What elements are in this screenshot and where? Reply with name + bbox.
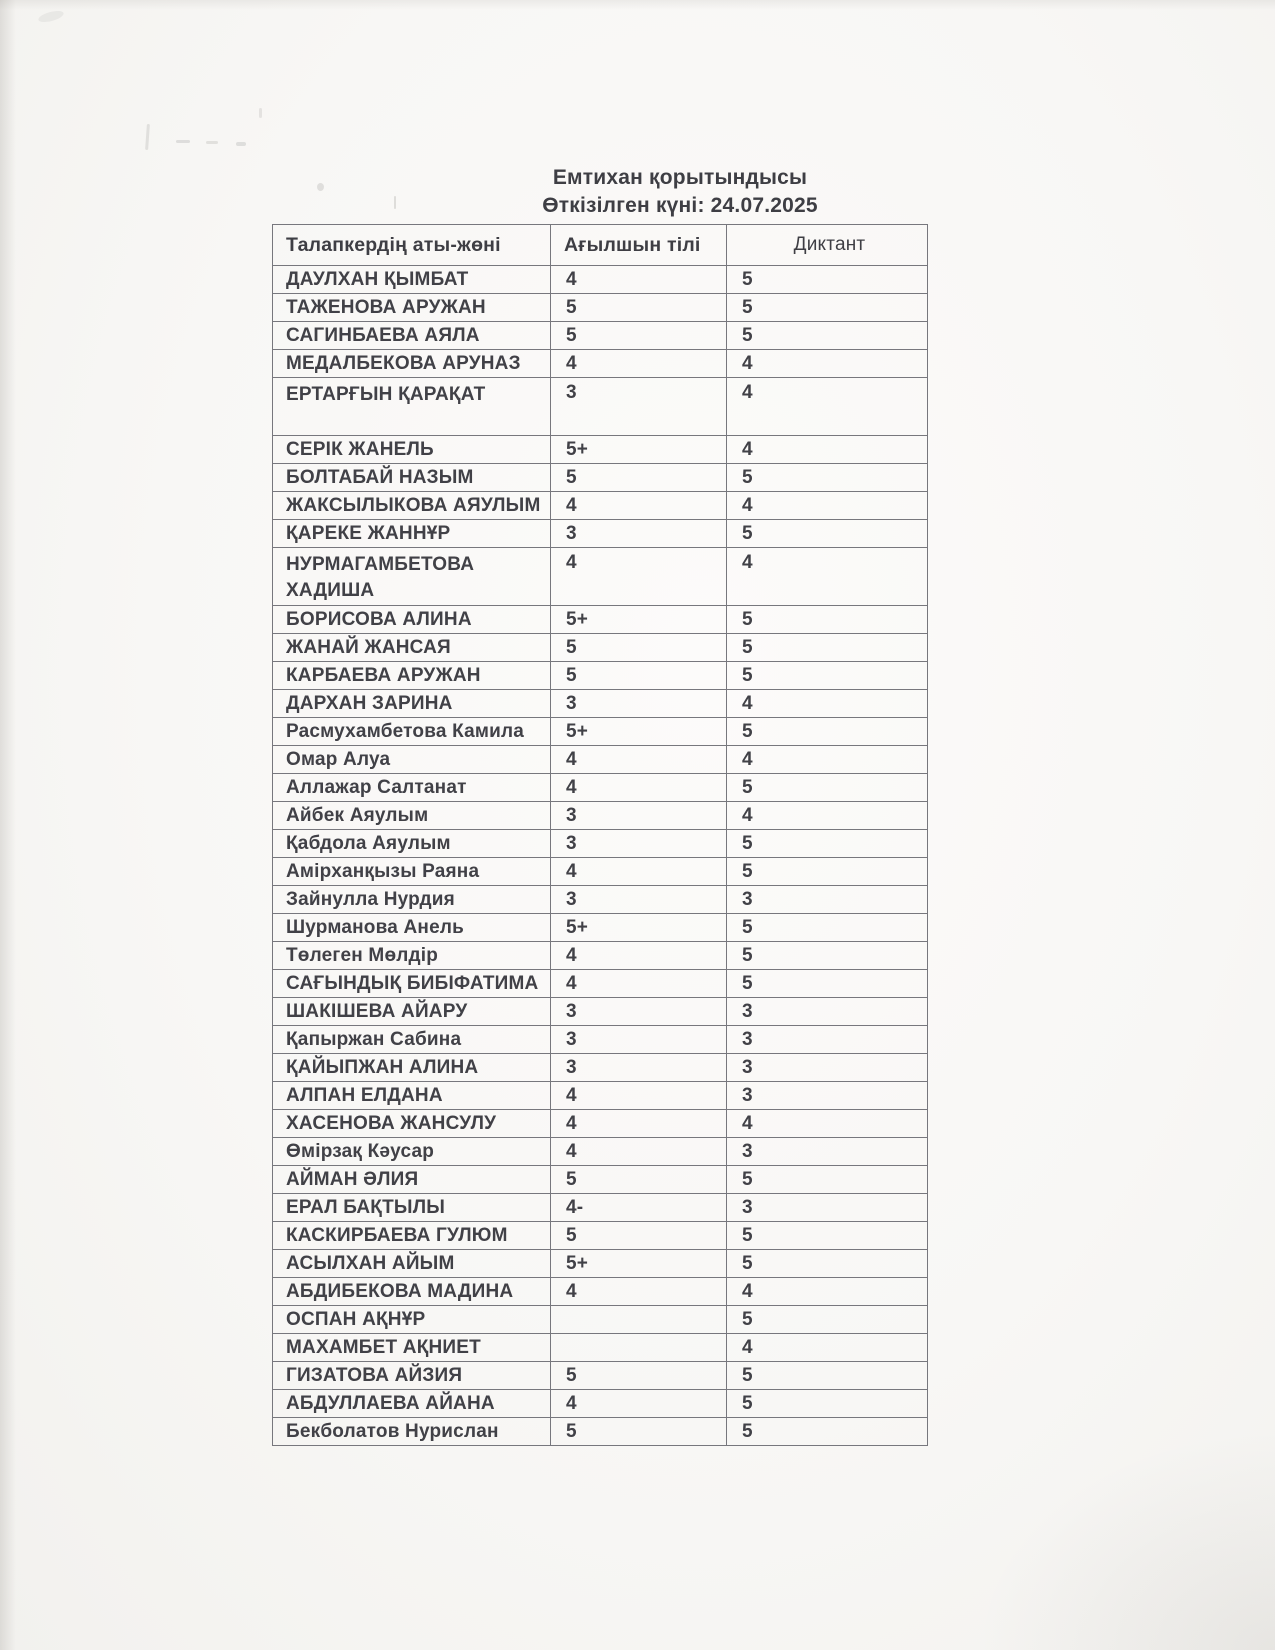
english-score-cell: 4: [551, 746, 727, 774]
table-row: [273, 350, 928, 378]
applicant-name-cell: ДАУЛХАН ҚЫМБАТ: [273, 266, 551, 294]
results-body: [273, 266, 928, 1446]
scan-edge-shadow-top: [0, 0, 1275, 10]
table-row: [273, 634, 928, 662]
applicant-name-cell: Айбек Аяулым: [273, 802, 551, 830]
table-row: [273, 520, 928, 548]
applicant-name-cell: БОЛТАБАЙ НАЗЫМ: [273, 464, 551, 492]
english-score-cell: 5: [551, 464, 727, 492]
english-score-cell: 5: [551, 1362, 727, 1390]
applicant-name-cell: Аллажар Салтанат: [273, 774, 551, 802]
applicant-name-cell: САҒЫНДЫҚ БИБІФАТИМА: [273, 970, 551, 998]
english-score-cell: 3: [551, 520, 727, 548]
applicant-name-cell: Зайнулла Нурдия: [273, 886, 551, 914]
header-row: [273, 225, 928, 266]
scan-speck: [176, 140, 190, 143]
scan-edge-shadow-left: [0, 0, 16, 1650]
table-row: [273, 1054, 928, 1082]
applicant-name-cell: Бекболатов Нурислан: [273, 1418, 551, 1446]
table-row: [273, 830, 928, 858]
english-score-cell: 5+: [551, 1250, 727, 1278]
english-score-cell: 3: [551, 998, 727, 1026]
scan-speck: [317, 183, 324, 191]
dictation-score-cell: 5: [727, 464, 928, 492]
applicant-name-cell: Қапыржан Сабина: [273, 1026, 551, 1054]
dictation-score-cell: 4: [727, 436, 928, 464]
applicant-name-cell: ЖАКСЫЛЫКОВА АЯУЛЫМ: [273, 492, 551, 520]
applicant-name-cell: ЕРТАРҒЫН ҚАРАҚАТ: [273, 378, 551, 436]
table-row: [273, 1222, 928, 1250]
scan-speck: [394, 196, 396, 209]
table-row: [273, 718, 928, 746]
dictation-score-cell: 4: [727, 350, 928, 378]
english-score-cell: 5+: [551, 914, 727, 942]
english-score-cell: 5: [551, 322, 727, 350]
applicant-name-cell: ҚАРЕКЕ ЖАННҰР: [273, 520, 551, 548]
table-row: [273, 1306, 928, 1334]
dictation-score-cell: 4: [727, 548, 928, 606]
english-score-cell: [551, 1334, 727, 1362]
applicant-name-cell: КАСКИРБАЕВА ГУЛЮМ: [273, 1222, 551, 1250]
dictation-score-cell: 5: [727, 634, 928, 662]
dictation-score-cell: 3: [727, 886, 928, 914]
dictation-score-cell: 5: [727, 1362, 928, 1390]
table-row: [273, 1250, 928, 1278]
applicant-name-cell: ДАРХАН ЗАРИНА: [273, 690, 551, 718]
table-row: [273, 606, 928, 634]
table-row: [273, 294, 928, 322]
english-score-cell: 4: [551, 1110, 727, 1138]
table-row: [273, 1390, 928, 1418]
english-score-cell: 3: [551, 378, 727, 436]
dictation-score-cell: 5: [727, 830, 928, 858]
dictation-score-cell: 5: [727, 520, 928, 548]
col-header-english: Ағылшын тілі: [551, 225, 727, 266]
table-row: [273, 436, 928, 464]
table-row: [273, 1082, 928, 1110]
dictation-score-cell: 5: [727, 774, 928, 802]
dictation-score-cell: 4: [727, 1334, 928, 1362]
col-header-dictation: Диктант: [727, 225, 928, 266]
table-row: [273, 1362, 928, 1390]
table-row: [273, 1194, 928, 1222]
dictation-score-cell: 5: [727, 1222, 928, 1250]
applicant-name-cell: МАХАМБЕТ АҚНИЕТ: [273, 1334, 551, 1362]
english-score-cell: 3: [551, 690, 727, 718]
dictation-score-cell: 5: [727, 1250, 928, 1278]
scan-speck: [206, 141, 218, 144]
applicant-name-cell: САГИНБАЕВА АЯЛА: [273, 322, 551, 350]
table-row: [273, 1026, 928, 1054]
table-row: [273, 1278, 928, 1306]
applicant-name-cell: АЛПАН ЕЛДАНА: [273, 1082, 551, 1110]
table-row: [273, 322, 928, 350]
dictation-score-cell: 4: [727, 802, 928, 830]
english-score-cell: 4: [551, 266, 727, 294]
dictation-score-cell: 4: [727, 492, 928, 520]
dictation-score-cell: 5: [727, 914, 928, 942]
table-row: [273, 942, 928, 970]
dictation-score-cell: 3: [727, 1026, 928, 1054]
english-score-cell: 5: [551, 1418, 727, 1446]
english-score-cell: 4: [551, 548, 727, 606]
dictation-score-cell: 3: [727, 1054, 928, 1082]
dictation-score-cell: 4: [727, 1110, 928, 1138]
english-score-cell: 5: [551, 1166, 727, 1194]
applicant-name-cell: ШАКІШЕВА АЙАРУ: [273, 998, 551, 1026]
english-score-cell: 5: [551, 1222, 727, 1250]
english-score-cell: 4: [551, 350, 727, 378]
applicant-name-cell: КАРБАЕВА АРУЖАН: [273, 662, 551, 690]
applicant-name-cell: Амірханқызы Раяна: [273, 858, 551, 886]
english-score-cell: 4: [551, 858, 727, 886]
dictation-score-cell: 5: [727, 1166, 928, 1194]
table-row: [273, 914, 928, 942]
english-score-cell: 4-: [551, 1194, 727, 1222]
applicant-name-cell: АСЫЛХАН АЙЫМ: [273, 1250, 551, 1278]
applicant-name-cell: ЖАНАЙ ЖАНСАЯ: [273, 634, 551, 662]
table-row: [273, 1110, 928, 1138]
results-table: [272, 224, 928, 1446]
dictation-score-cell: 5: [727, 1390, 928, 1418]
scan-corner-shade: [975, 1430, 1275, 1650]
english-score-cell: 5+: [551, 718, 727, 746]
applicant-name-cell: ТАЖЕНОВА АРУЖАН: [273, 294, 551, 322]
applicant-name-cell: СЕРІК ЖАНЕЛЬ: [273, 436, 551, 464]
dictation-score-cell: 5: [727, 266, 928, 294]
english-score-cell: 4: [551, 492, 727, 520]
applicant-name-cell: АЙМАН ӘЛИЯ: [273, 1166, 551, 1194]
applicant-name-cell: Қабдола Аяулым: [273, 830, 551, 858]
dictation-score-cell: 5: [727, 662, 928, 690]
applicant-name-cell: ГИЗАТОВА АЙЗИЯ: [273, 1362, 551, 1390]
dictation-score-cell: 3: [727, 1194, 928, 1222]
english-score-cell: 5: [551, 634, 727, 662]
document-title: Емтихан қорытындысы: [552, 166, 808, 189]
table-row: [273, 548, 928, 606]
dictation-score-cell: 3: [727, 1082, 928, 1110]
table-row: [273, 378, 928, 436]
dictation-score-cell: 4: [727, 1278, 928, 1306]
dictation-score-cell: 4: [727, 746, 928, 774]
dictation-score-cell: 3: [727, 1138, 928, 1166]
english-score-cell: 3: [551, 1054, 727, 1082]
table-row: [273, 774, 928, 802]
scan-speck: [259, 108, 262, 118]
applicant-name-cell: Өмірзақ Кәусар: [273, 1138, 551, 1166]
english-score-cell: 4: [551, 774, 727, 802]
english-score-cell: 3: [551, 886, 727, 914]
english-score-cell: 4: [551, 1278, 727, 1306]
document-date: Өткізілген күні: 24.07.2025: [542, 194, 818, 217]
dictation-score-cell: 5: [727, 322, 928, 350]
table-row: [273, 492, 928, 520]
applicant-name-cell: БОРИСОВА АЛИНА: [273, 606, 551, 634]
dictation-score-cell: 4: [727, 378, 928, 436]
table-row: [273, 802, 928, 830]
dictation-score-cell: 5: [727, 970, 928, 998]
table-row: [273, 1166, 928, 1194]
english-score-cell: 4: [551, 1138, 727, 1166]
table-row: [273, 266, 928, 294]
table-row: [273, 998, 928, 1026]
table-row: [273, 1334, 928, 1362]
dictation-score-cell: 5: [727, 1306, 928, 1334]
scan-speck: [145, 124, 150, 150]
applicant-name-cell: ҚАЙЫПЖАН АЛИНА: [273, 1054, 551, 1082]
table-row: [273, 886, 928, 914]
english-score-cell: 4: [551, 942, 727, 970]
english-score-cell: 3: [551, 830, 727, 858]
applicant-name-cell: АБДИБЕКОВА МАДИНА: [273, 1278, 551, 1306]
dictation-score-cell: 5: [727, 858, 928, 886]
english-score-cell: 5: [551, 294, 727, 322]
english-score-cell: 4: [551, 1082, 727, 1110]
english-score-cell: 4: [551, 1390, 727, 1418]
table-row: [273, 970, 928, 998]
applicant-name-cell: АБДУЛЛАЕВА АЙАНА: [273, 1390, 551, 1418]
table-row: [273, 858, 928, 886]
table-row: [273, 690, 928, 718]
dictation-score-cell: 5: [727, 718, 928, 746]
col-header-applicant-name: Талапкердің аты-жөні: [273, 225, 551, 266]
english-score-cell: 3: [551, 802, 727, 830]
english-score-cell: 3: [551, 1026, 727, 1054]
applicant-name-cell: Шурманова Анель: [273, 914, 551, 942]
applicant-name-cell: ЕРАЛ БАҚТЫЛЫ: [273, 1194, 551, 1222]
applicant-name-cell: Омар Алуа: [273, 746, 551, 774]
dictation-score-cell: 5: [727, 942, 928, 970]
table-row: [273, 662, 928, 690]
applicant-name-cell: НУРМАГАМБЕТОВА ХАДИША: [273, 548, 551, 606]
english-score-cell: [551, 1306, 727, 1334]
dictation-score-cell: 5: [727, 606, 928, 634]
applicant-name-cell: Расмухамбетова Камила: [273, 718, 551, 746]
table-row: [273, 1418, 928, 1446]
table-row: [273, 1138, 928, 1166]
applicant-name-cell: ХАСЕНОВА ЖАНСУЛУ: [273, 1110, 551, 1138]
dictation-score-cell: 5: [727, 294, 928, 322]
english-score-cell: 5+: [551, 436, 727, 464]
dictation-score-cell: 4: [727, 690, 928, 718]
applicant-name-cell: МЕДАЛБЕКОВА АРУНАЗ: [273, 350, 551, 378]
english-score-cell: 5: [551, 662, 727, 690]
applicant-name-cell: Төлеген Мөлдір: [273, 942, 551, 970]
table-row: [273, 464, 928, 492]
table-row: [273, 746, 928, 774]
dictation-score-cell: 3: [727, 998, 928, 1026]
applicant-name-cell: ОСПАН АҚНҰР: [273, 1306, 551, 1334]
english-score-cell: 4: [551, 970, 727, 998]
scan-speck: [37, 9, 64, 24]
english-score-cell: 5+: [551, 606, 727, 634]
scan-speck: [236, 142, 246, 146]
dictation-score-cell: 5: [727, 1418, 928, 1446]
